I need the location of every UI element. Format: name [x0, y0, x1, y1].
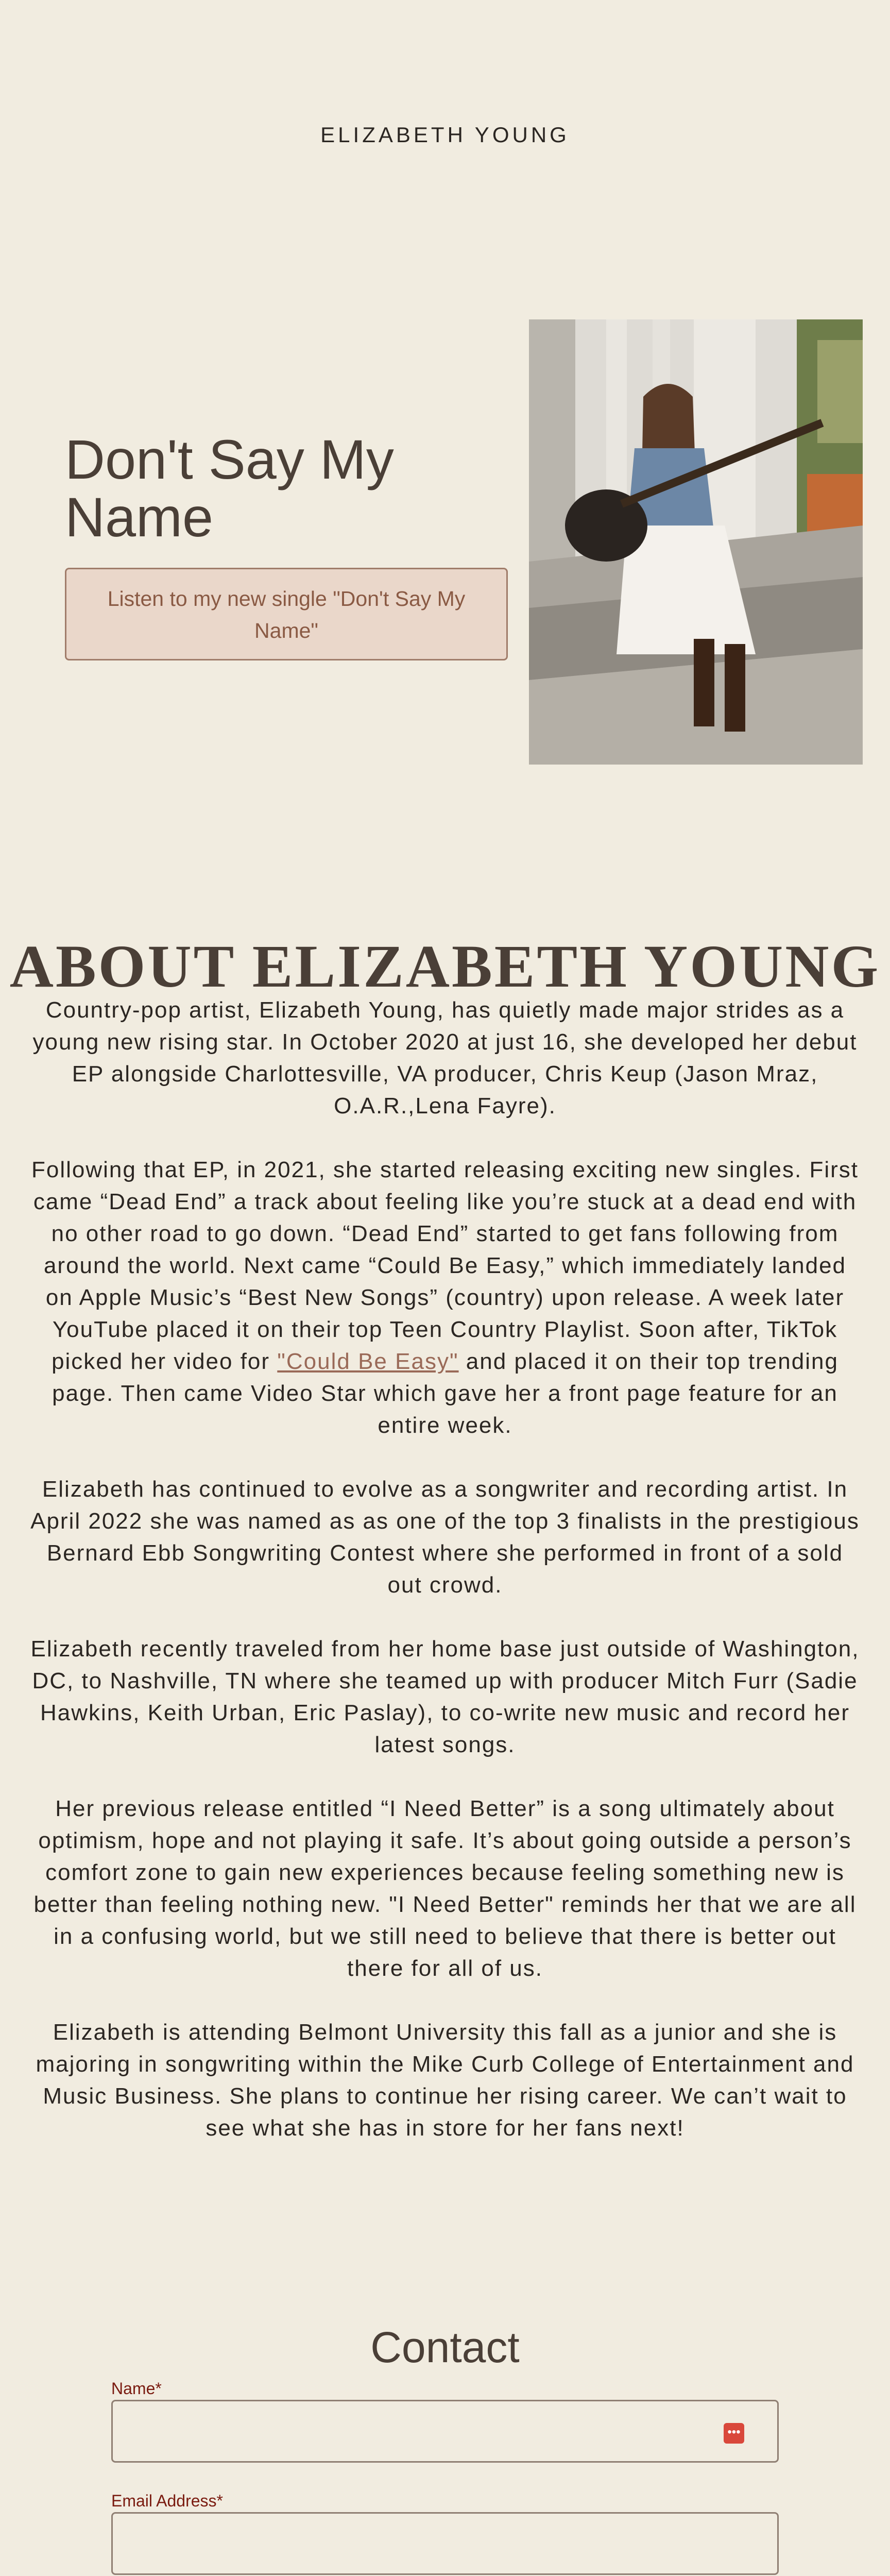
- autofill-icon[interactable]: •••: [724, 2423, 744, 2444]
- about-paragraph: Her previous release entitled “I Need Better” is a song ultimately about optimism, hope and not playing it safe. It’s about going outside a person’s comfort zone to gain new experiences because feeling something new is better than feeling nothing new. "I Need Better" reminds her that we are all in a confusing world, but we still need to believe that there is better out there for all of us.: [33, 1796, 857, 1981]
- artist-photo: [529, 319, 863, 765]
- listen-single-button[interactable]: Listen to my new single "Don't Say My Name": [65, 568, 508, 660]
- about-text: and placed it on their top trending page. Then came Video Star which gave her a front page feature for an entire week.: [52, 1349, 838, 1438]
- hero-heading: Don't Say My Name: [65, 428, 394, 548]
- contact-heading: Contact: [370, 2323, 520, 2371]
- name-field-box: [111, 2400, 779, 2463]
- about-paragraph: Country-pop artist, Elizabeth Young, has quietly made major strides as a young new rising star. In October 2020 at just 16, she developed her debut EP alongside Charlottesville, VA producer, Chris Keup (Jason Mraz, O.A.R.,Lena Fayre).: [32, 997, 858, 1118]
- about-paragraph: Elizabeth is attending Belmont University this fall as a junior and she is majoring in songwriting within the Mike Curb College of Entertainment and Music Business. She plans to continue her rising career. We can’t wait to see what she has in store for her fans next!: [36, 2020, 854, 2141]
- about-text: Following that EP, in 2021, she started releasing exciting new singles. First came “Dead End” a track about feeling like you’re stuck at a dead end with no other road to go down. “Dead End” started to get fans following from around the world. Next came “Could Be Easy,” which immediately landed on Apple Music’s “Best New Songs” (country) upon release. A week later YouTube placed it on their top Teen Country Playlist. Soon after, TikTok picked her video for: [31, 1157, 859, 1374]
- could-be-easy-link[interactable]: "Could Be Easy": [277, 1349, 459, 1374]
- site-title[interactable]: ELIZABETH YOUNG: [320, 123, 570, 147]
- email-field[interactable]: [113, 2514, 777, 2573]
- about-paragraph: Elizabeth recently traveled from her home base just outside of Washington, DC, to Nashville, TN where she teamed up with producer Mitch Furr (Sadie Hawkins, Keith Urban, Eric Paslay), to co-write new music and record her latest songs.: [30, 1636, 860, 1757]
- email-label: Email Address*: [111, 2492, 223, 2510]
- about-paragraph: Elizabeth has continued to evolve as a songwriter and recording artist. In April 2022 she was named as as one of the top 3 finalists in the prestigious Bernard Ebb Songwriting Contest where she performed in front of a sold out crowd.: [30, 1477, 860, 1598]
- email-field-box: [111, 2512, 779, 2575]
- name-label: Name*: [111, 2379, 162, 2398]
- about-paragraph: [27, 1154, 863, 1442]
- name-field[interactable]: [113, 2401, 777, 2461]
- about-body: [27, 994, 863, 2176]
- about-heading: ABOUT ELIZABETH YOUNG: [9, 933, 881, 1000]
